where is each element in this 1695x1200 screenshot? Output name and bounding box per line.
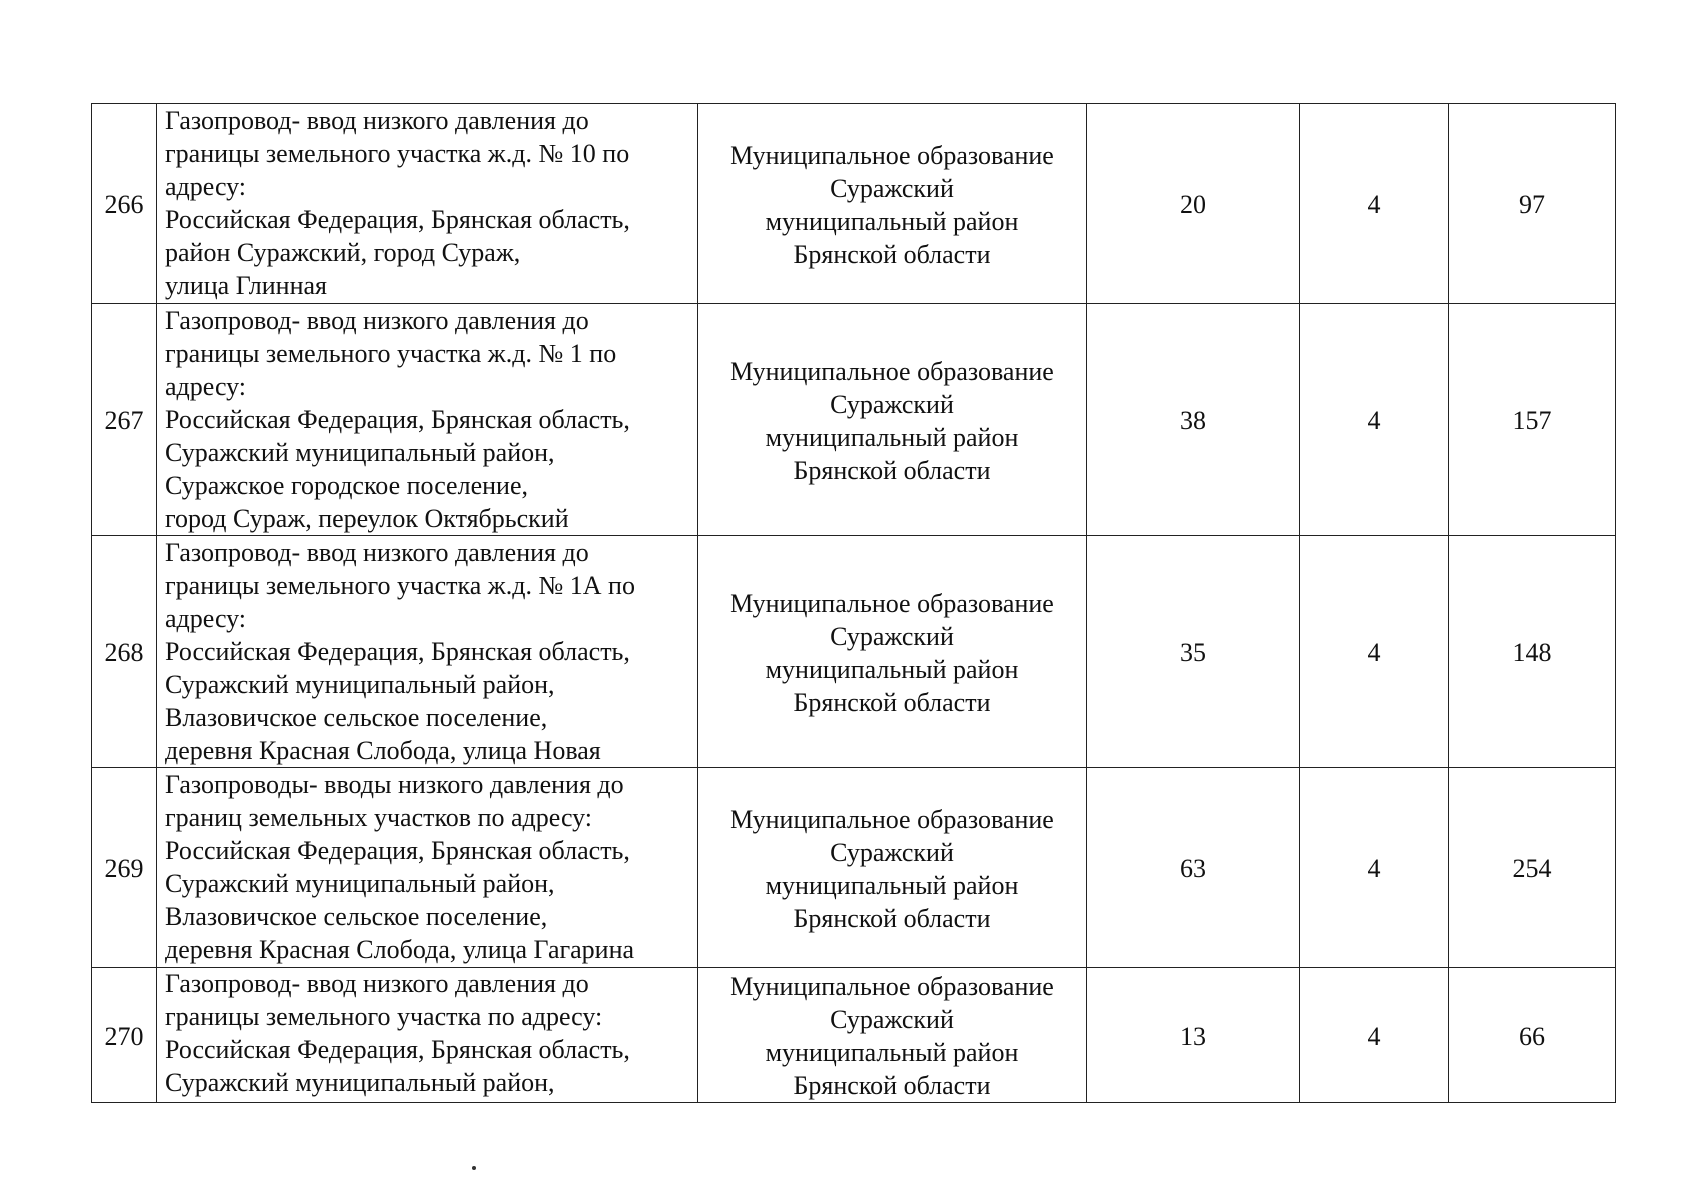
table-row bbox=[92, 104, 1616, 304]
description-line: деревня Красная Слобода, улица Гагарина bbox=[165, 935, 635, 964]
description-line: город Сураж, переулок Октябрьский bbox=[165, 503, 569, 533]
description-line: Российская Федерация, Брянская область, bbox=[165, 1035, 630, 1064]
description-line: Российская Федерация, Брянская область, bbox=[165, 836, 630, 865]
description-line: деревня Красная Слобода, улица Новая bbox=[165, 735, 601, 765]
owner-line: Брянской области bbox=[793, 239, 991, 269]
owner-cell bbox=[698, 768, 1087, 968]
row-number: 268 bbox=[92, 536, 157, 768]
owner-line: муниципальный район bbox=[765, 870, 1019, 900]
owner-line: Брянской области bbox=[793, 687, 991, 717]
description-line: Российская Федерация, Брянская область, bbox=[165, 636, 630, 666]
owner-line: Муниципальное образование bbox=[730, 140, 1054, 170]
owner-cell bbox=[698, 104, 1087, 304]
object-description bbox=[157, 304, 698, 536]
owner-line: муниципальный район bbox=[765, 1038, 1019, 1067]
value-cell-3: 97 bbox=[1449, 104, 1616, 304]
description-line: Суражский муниципальный район, bbox=[165, 1068, 555, 1097]
description-line: границы земельного участка ж.д. № 10 по bbox=[165, 139, 630, 168]
value-cell-2: 4 bbox=[1300, 536, 1449, 768]
table-row bbox=[92, 536, 1616, 768]
value-cell-1: 63 bbox=[1087, 768, 1300, 968]
owner-line: Суражский bbox=[830, 837, 954, 867]
owner-line: Муниципальное образование bbox=[730, 356, 1054, 386]
description-line: Суражский муниципальный район, bbox=[165, 869, 555, 898]
owner-line: муниципальный район bbox=[765, 654, 1019, 684]
description-line: адресу: bbox=[165, 371, 247, 401]
owner-cell bbox=[698, 536, 1087, 768]
value-cell-2: 4 bbox=[1300, 968, 1449, 1103]
value-cell-1: 35 bbox=[1087, 536, 1300, 768]
description-line: Газопроводы- вводы низкого давления до bbox=[165, 770, 624, 799]
row-number: 266 bbox=[92, 104, 157, 304]
value-cell-3: 66 bbox=[1449, 968, 1616, 1103]
owner-line: Брянской области bbox=[793, 1071, 991, 1100]
owner-line: Суражский bbox=[830, 1005, 954, 1034]
value-cell-2: 4 bbox=[1300, 104, 1449, 304]
description-line: адресу: bbox=[165, 603, 247, 633]
owner-line: Брянской области bbox=[793, 455, 991, 485]
value-cell-1: 20 bbox=[1087, 104, 1300, 304]
description-line: границы земельного участка по адресу: bbox=[165, 1002, 603, 1031]
row-number: 270 bbox=[92, 968, 157, 1103]
description-line: Суражский муниципальный район, bbox=[165, 669, 555, 699]
owner-cell bbox=[698, 968, 1087, 1103]
row-number: 269 bbox=[92, 768, 157, 968]
description-line: Газопровод- ввод низкого давления до bbox=[165, 537, 589, 567]
value-cell-2: 4 bbox=[1300, 768, 1449, 968]
description-line: Газопровод- ввод низкого давления до bbox=[165, 305, 589, 335]
value-cell-3: 148 bbox=[1449, 536, 1616, 768]
owner-line: Суражский bbox=[830, 621, 954, 651]
description-line: район Суражский, город Сураж, bbox=[165, 238, 521, 267]
owner-line: Брянской области bbox=[793, 903, 991, 933]
table-row bbox=[92, 304, 1616, 536]
description-line: Суражский муниципальный район, bbox=[165, 437, 555, 467]
description-line: Российская Федерация, Брянская область, bbox=[165, 404, 630, 434]
row-number: 267 bbox=[92, 304, 157, 536]
value-cell-1: 38 bbox=[1087, 304, 1300, 536]
description-line: Влазовичское сельское поселение, bbox=[165, 702, 548, 732]
description-line: границы земельного участка ж.д. № 1А по bbox=[165, 570, 635, 600]
object-description bbox=[157, 768, 698, 968]
owner-line: муниципальный район bbox=[765, 206, 1019, 236]
object-description bbox=[157, 104, 698, 304]
object-description bbox=[157, 536, 698, 768]
description-line: границы земельного участка ж.д. № 1 по bbox=[165, 338, 617, 368]
value-cell-3: 254 bbox=[1449, 768, 1616, 968]
owner-line: Муниципальное образование bbox=[730, 804, 1054, 834]
document-page bbox=[91, 103, 1615, 1103]
gas-pipeline-register-table bbox=[91, 103, 1616, 1103]
value-cell-2: 4 bbox=[1300, 304, 1449, 536]
description-line: Газопровод- ввод низкого давления до bbox=[165, 969, 589, 998]
description-line: Газопровод- ввод низкого давления до bbox=[165, 106, 589, 135]
description-line: границ земельных участков по адресу: bbox=[165, 803, 593, 832]
object-description bbox=[157, 968, 698, 1103]
scan-speck bbox=[472, 1166, 476, 1170]
owner-line: Суражский bbox=[830, 389, 954, 419]
owner-line: Суражский bbox=[830, 173, 954, 203]
table-row bbox=[92, 768, 1616, 968]
value-cell-1: 13 bbox=[1087, 968, 1300, 1103]
value-cell-3: 157 bbox=[1449, 304, 1616, 536]
description-line: Российская Федерация, Брянская область, bbox=[165, 205, 630, 234]
owner-line: муниципальный район bbox=[765, 422, 1019, 452]
description-line: Влазовичское сельское поселение, bbox=[165, 902, 548, 931]
owner-cell bbox=[698, 304, 1087, 536]
description-line: адресу: bbox=[165, 172, 247, 201]
table-row bbox=[92, 968, 1616, 1103]
owner-line: Муниципальное образование bbox=[730, 588, 1054, 618]
description-line: улица Глинная bbox=[165, 271, 327, 300]
owner-line: Муниципальное образование bbox=[730, 972, 1054, 1001]
description-line: Суражское городское поселение, bbox=[165, 470, 528, 500]
